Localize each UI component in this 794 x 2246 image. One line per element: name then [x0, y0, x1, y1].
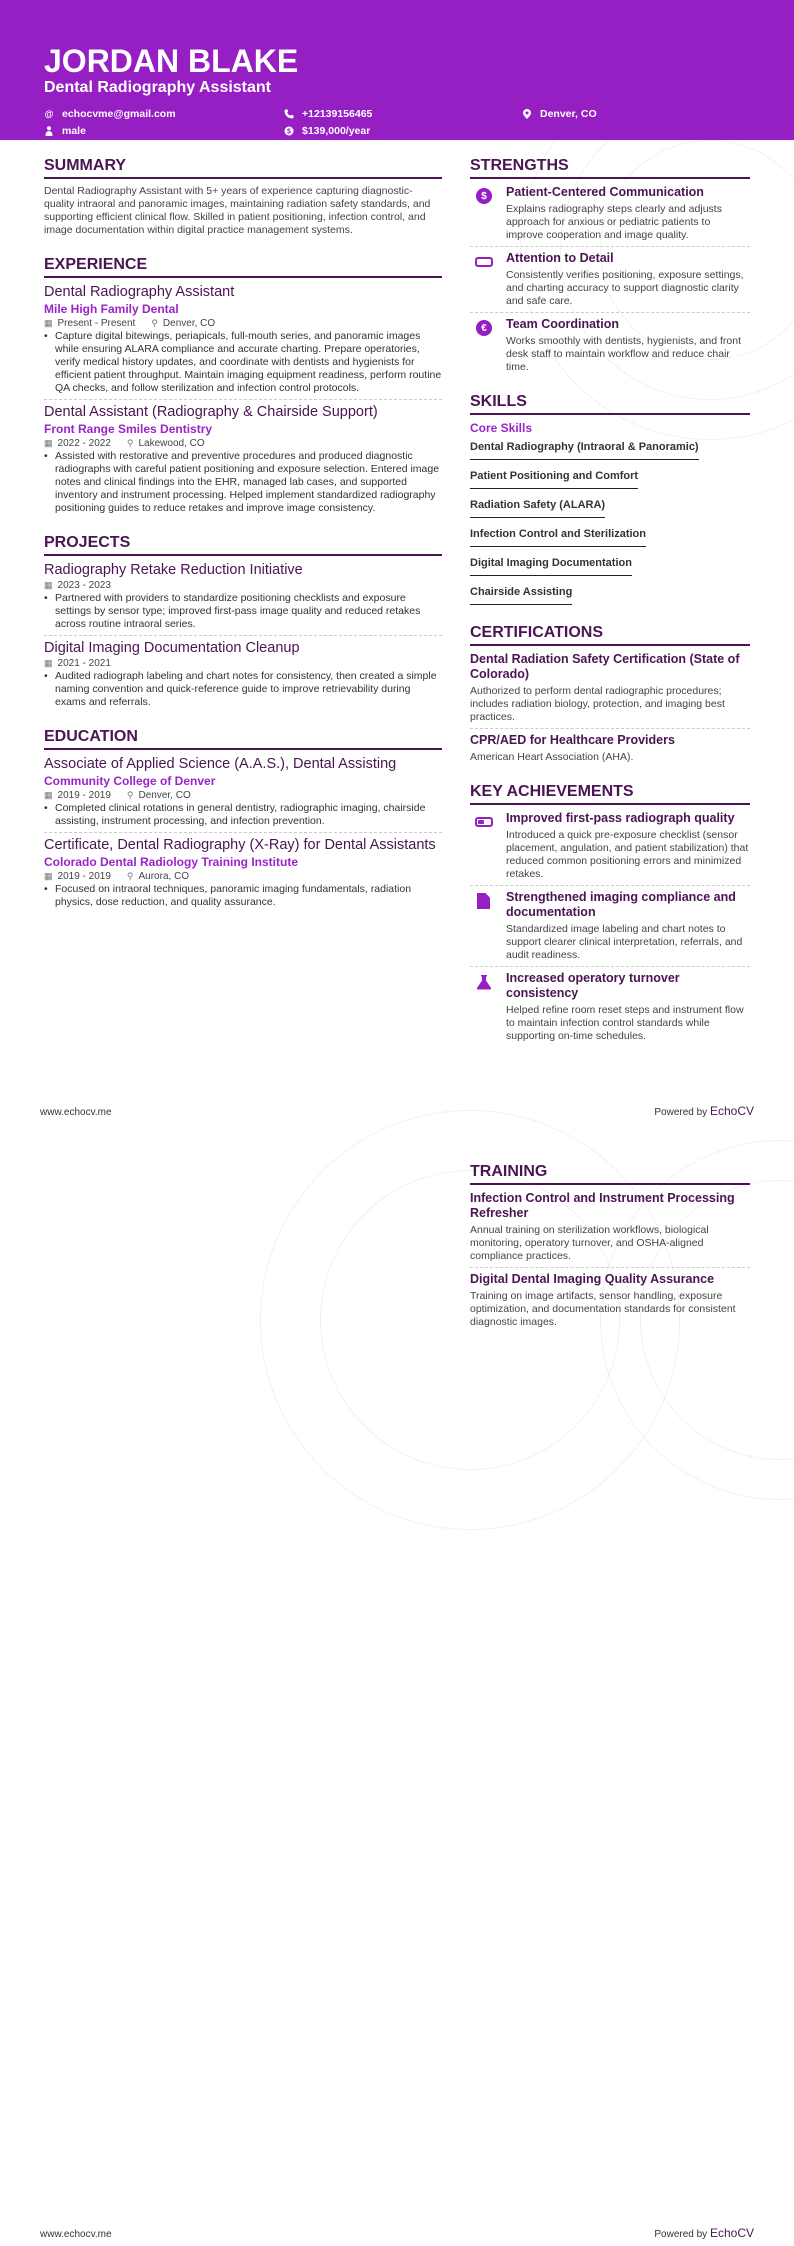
strength-title: Patient-Centered Communication: [506, 185, 704, 199]
strength-title: Team Coordination: [506, 317, 619, 331]
education-location: Aurora, CO: [138, 871, 190, 882]
calendar-icon: ▦: [44, 318, 53, 328]
section-title: EDUCATION: [44, 727, 442, 750]
job-bullet: • Capture digital bitewings, periapicals, full-mouth series, and panoramic images while ensuring ALARA compliance and accurate charting. Prepare operatories, verify medical history updates, and coordinate with dentists and hygienists for efficient patient throughput. Maintain imaging equipment readiness, perform routine QA checks, and follow sterilization and infection control protocols.: [44, 330, 442, 394]
right-column-page-2: [470, 1162, 750, 1329]
training-title: Infection Control and Instrument Processing Refresher: [470, 1191, 735, 1220]
achievement-desc: Helped refine room reset steps and instrument flow to maintain infection control standards while supporting on-time schedules.: [506, 1004, 744, 1042]
achievement-item: [470, 890, 750, 962]
calendar-icon: ▦: [44, 658, 53, 668]
divider: [44, 832, 442, 833]
location-icon: ⚲: [151, 318, 158, 328]
skill-item: Dental Radiography (Intraoral & Panoramic): [470, 440, 699, 460]
contact-phone[interactable]: +12139156465: [284, 106, 522, 121]
contact-gender: male: [44, 123, 284, 138]
education-item: [44, 837, 442, 909]
location-icon: [522, 109, 532, 119]
training-desc: Training on image artifacts, sensor handling, exposure optimization, and documentation standards for consistent diagnostic images.: [470, 1290, 736, 1328]
salary-icon: [284, 126, 294, 136]
certification-title: CPR/AED for Healthcare Providers: [470, 733, 675, 747]
school-name: Colorado Dental Radiology Training Institute: [44, 855, 299, 869]
resume-header: [0, 0, 794, 140]
person-icon: [44, 126, 54, 136]
project-bullet: • Partnered with providers to standardize positioning checklists and exposure settings by sensor type; improved first-pass image quality and reduced retakes across routine intraoral series.: [44, 592, 421, 630]
certification-item: [470, 652, 750, 724]
section-title: KEY ACHIEVEMENTS: [470, 782, 750, 805]
phone-icon: [284, 109, 294, 119]
project-dates: 2023 - 2023: [57, 580, 111, 591]
euro-icon: €: [476, 320, 492, 336]
section-title: STRENGTHS: [470, 156, 750, 179]
project-title: Radiography Retake Reduction Initiative: [44, 562, 303, 578]
training-section: [470, 1162, 750, 1329]
degree-title: Associate of Applied Science (A.A.S.), Dental Assisting: [44, 756, 397, 772]
strength-title: Attention to Detail: [506, 251, 614, 265]
dollar-icon: $: [476, 188, 492, 204]
brand-name[interactable]: EchoCV: [709, 2226, 754, 2240]
achievement-title: Strengthened imaging compliance and documentation: [506, 890, 736, 919]
section-title: CERTIFICATIONS: [470, 623, 750, 646]
education-location: Denver, CO: [138, 790, 191, 801]
education-dates: 2019 - 2019: [57, 871, 111, 882]
certification-item: [470, 733, 750, 764]
achievement-desc: Standardized image labeling and chart notes to support clearer clinical interpretation, referrals, and audit readiness.: [506, 923, 743, 961]
battery-low-icon: [475, 817, 493, 827]
skill-group-title: Core Skills: [470, 421, 533, 435]
left-column: [44, 156, 442, 909]
education-item: [44, 756, 442, 828]
skill-item: Radiation Safety (ALARA): [470, 498, 605, 518]
job-location: Denver, CO: [162, 318, 216, 329]
section-title: SUMMARY: [44, 156, 442, 179]
project-title: Digital Imaging Documentation Cleanup: [44, 640, 300, 656]
experience-item: [44, 284, 442, 395]
strength-desc: Explains radiography steps clearly and adjusts approach for anxious or pediatric patients to improve cooperation and image quality.: [506, 203, 722, 241]
certification-title: Dental Radiation Safety Certification (State of Colorado): [470, 652, 740, 681]
projects-section: [44, 533, 442, 709]
at-icon: @: [44, 108, 54, 119]
location-icon: ⚲: [126, 871, 134, 881]
project-meta: [44, 657, 442, 670]
candidate-name: JORDAN BLAKE: [44, 43, 299, 79]
divider: [44, 635, 442, 636]
skill-item: Chairside Assisting: [470, 585, 572, 605]
education-bullet: • Focused on intraoral techniques, panoramic imaging fundamentals, radiation physics, dose reduction, and quality assurance.: [44, 883, 412, 908]
strength-item: [470, 317, 750, 374]
summary-text: Dental Radiography Assistant with 5+ years of experience capturing diagnostic-quality intraoral and panoramic images, maintaining radiation safety standards, and supporting efficient clinical flow. Skilled in patient positioning, infection control, and image documentation within digital practice management systems.: [44, 185, 431, 236]
training-item: [470, 1272, 750, 1329]
contact-email[interactable]: @ echocvme@gmail.com: [44, 107, 176, 120]
location-icon: ⚲: [126, 438, 134, 448]
certification-desc: Authorized to perform dental radiographic procedures; includes radiation biology, protection, and imaging best practices.: [470, 685, 725, 723]
divider: [470, 246, 750, 247]
education-meta: [44, 789, 442, 802]
job-dates: Present - Present: [57, 318, 136, 329]
svg-text:$: $: [287, 128, 291, 136]
job-dates: 2022 - 2022: [57, 438, 111, 449]
training-item: [470, 1191, 750, 1263]
job-location: Lakewood, CO: [138, 438, 205, 449]
file-search-icon: [477, 893, 490, 909]
contact-location: Denver, CO: [522, 106, 722, 121]
contact-info: [44, 106, 750, 138]
education-meta: [44, 870, 442, 883]
project-dates: 2021 - 2021: [57, 658, 111, 669]
strength-item: [470, 251, 750, 308]
divider: [470, 1267, 750, 1268]
achievement-item: [470, 971, 750, 1043]
calendar-icon: ▦: [44, 790, 53, 800]
section-title: SKILLS: [470, 392, 750, 415]
company-name: Mile High Family Dental: [44, 302, 179, 316]
certifications-section: [470, 623, 750, 764]
divider: [470, 966, 750, 967]
divider: [470, 885, 750, 886]
section-title: TRAINING: [470, 1162, 750, 1185]
achievement-desc: Introduced a quick pre-exposure checklist (sensor placement, angulation, and patient stabilization) that reduced common positioning errors and minimized retakes.: [506, 829, 749, 880]
school-name: Community College of Denver: [44, 774, 216, 788]
company-name: Front Range Smiles Dentistry: [44, 422, 213, 436]
divider: [470, 728, 750, 729]
footer-website-link[interactable]: www.echocv.me: [40, 2229, 112, 2240]
education-bullet: • Completed clinical rotations in general dentistry, radiographic imaging, chairside assisting, instrument processing, and infection prevention.: [44, 802, 426, 827]
candidate-role: Dental Radiography Assistant: [44, 79, 272, 96]
powered-by: Powered by EchoCV: [654, 2226, 754, 2240]
skill-item: Patient Positioning and Comfort: [470, 469, 638, 489]
flask-icon: [476, 974, 492, 990]
battery-empty-icon: [475, 257, 493, 267]
strength-desc: Consistently verifies positioning, exposure settings, and charting accuracy to support diagnostic clarity and safe care.: [506, 269, 744, 307]
experience-item: [44, 404, 442, 515]
section-title: PROJECTS: [44, 533, 442, 556]
achievement-title: Increased operatory turnover consistency: [506, 971, 680, 1000]
calendar-icon: ▦: [44, 580, 53, 590]
achievements-section: [470, 782, 750, 1043]
contact-salary: $ $139,000/year: [284, 123, 522, 138]
certification-desc: American Heart Association (AHA).: [470, 751, 634, 763]
project-item: [44, 562, 442, 631]
location-icon: ⚲: [126, 790, 134, 800]
achievement-title: Improved first-pass radiograph quality: [506, 811, 735, 825]
strength-item: [470, 185, 750, 242]
powered-by: Powered by EchoCV: [654, 1104, 754, 1118]
skills-section: [470, 392, 750, 611]
calendar-icon: ▦: [44, 438, 53, 448]
training-desc: Annual training on sterilization workflows, biological monitoring, operatory turnover, and OSHA-aligned compliance practices.: [470, 1224, 709, 1262]
education-dates: 2019 - 2019: [57, 790, 111, 801]
job-meta: [44, 317, 442, 330]
summary-section: [44, 156, 442, 237]
project-meta: [44, 579, 442, 592]
job-bullet: • Assisted with restorative and preventive procedures and produced diagnostic radiographs with careful patient positioning and exposure selection. Entered image notes and clinical findings into the EHR, managed lab cases, and supported inventory and instrument processing. Helped implement standardized radiography positioning guides to reduce retakes and improve image consistency.: [44, 450, 440, 514]
right-column: [470, 156, 750, 1043]
divider: [470, 312, 750, 313]
footer-website-link[interactable]: www.echocv.me: [40, 1107, 112, 1118]
calendar-icon: ▦: [44, 871, 53, 881]
strength-desc: Works smoothly with dentists, hygienists, and front desk staff to maintain workflow and reduce chair time.: [506, 335, 741, 373]
job-title: Dental Radiography Assistant: [44, 284, 235, 300]
achievement-item: [470, 811, 750, 881]
divider: [44, 399, 442, 400]
job-title: Dental Assistant (Radiography & Chairside Support): [44, 404, 378, 420]
project-item: [44, 640, 442, 709]
page-footer: [40, 1104, 754, 1118]
brand-name[interactable]: EchoCV: [709, 1104, 754, 1118]
section-title: EXPERIENCE: [44, 255, 442, 278]
training-title: Digital Dental Imaging Quality Assurance: [470, 1272, 715, 1286]
skill-item: Infection Control and Sterilization: [470, 527, 646, 547]
degree-title: Certificate, Dental Radiography (X-Ray) for Dental Assistants: [44, 837, 436, 853]
project-bullet: • Audited radiograph labeling and chart notes for consistency, then created a simple naming convention and quick-reference guide to improve retrievability during exams and referrals.: [44, 670, 437, 708]
strengths-section: [470, 156, 750, 374]
job-meta: [44, 437, 442, 450]
skill-item: Digital Imaging Documentation: [470, 556, 632, 576]
education-section: [44, 727, 442, 909]
experience-section: [44, 255, 442, 515]
page-footer: [40, 2226, 754, 2240]
